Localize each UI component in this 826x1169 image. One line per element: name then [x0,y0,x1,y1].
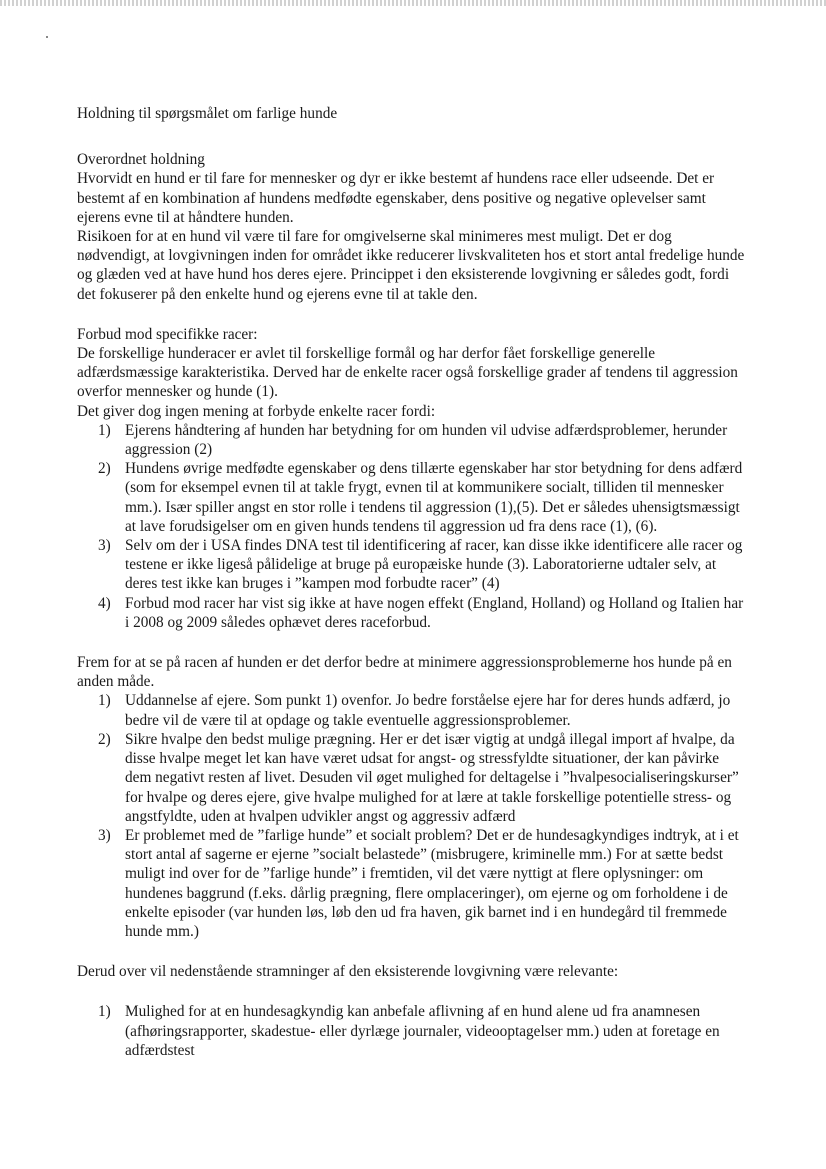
list-item-text: Forbud mod racer har vist sig ikke at have nogen effekt (England, Holland) og Holland og Italien har i 2008 og 2009 således ophævet deres raceforbud. [125,594,744,631]
list-item [77,826,747,941]
document-page [77,104,747,1060]
list-item-text: Ejerens håndtering af hunden har betydning for om hunden vil udvise adfærdsproblemer, herunder aggression (2) [125,421,728,459]
list-item-text: Uddannelse af ejere. Som punkt 1) ovenfor. Jo bedre forståelse ejere har for deres hunds adfærd, jo bedre vil de være til at opdage og takle eventuelle aggressionsproblemer. [125,692,731,729]
scan-edge-artifact [0,0,826,6]
list-item-text: Er problemet med de ”farlige hunde” et socialt problem? Det er de hundesagkyndiges indtryk, at i et stort antal af sagerne er ejerne ”socialt belastede” (misbrugere, kriminelle mm.) For at sætte bedst muligt ind over for de ”farlige hunde” i fremtiden, vil det være nyttigt at flere oplysninger: om hundenes baggrund (f.eks. dårlig prægning, flere omplaceringer), om ejerne og om forholdene i de enkelte episoder (var hunden løs, løb den ud fra haven, gik barnet ind i en hundegård til fremmede hunde mm.) [125,826,739,940]
list-item [77,691,747,729]
paragraph-alternativ-lead: Frem for at se på racen af hunden er det derfor bedre at minimere aggressionsproblemerne hos hunde på en anden måde. [77,654,732,691]
paragraph-forbud: De forskellige hunderacer er avlet til forskellige formål og har derfor fået forskellige generelle adfærdsmæssige karakteristika. Derved har de enkelte racer også forskellige grader af tendens til aggression overfor mennesker og hunde (1). [77,345,738,401]
list-number: 1) [98,421,111,439]
list-item [77,594,747,632]
list-forbud-reasons [77,421,747,632]
list-item-text: Mulighed for at en hundesagkyndig kan anbefale aflivning af en hund alene ud fra anamnesen (afhøringsrapporter, skadestue- eller dyrlæge journaler, videooptagelser mm.) uden at foretage en adfærdstest [125,1003,720,1059]
list-item [77,536,747,594]
list-number: 3) [98,537,111,555]
list-item-text: Sikre hvalpe den bedst mulige prægning. Her er det især vigtig at undgå illegal import af hvalpe, da disse hvalpe meget let kan have været udsat for angst- og stressfyldte situationer, der kan påvirke dem negativt resten af livet. Desuden vil øget mulighed for deltagelse i ”hvalpesocialiseringskurser” for hvalpe og deres ejere, give hvalpe mulighed for at lære at takle forskellige potentielle stress- og angstfyldte, uden at hvalpen udvikler angst og aggressiv adfærd [125,730,739,825]
list-item [77,459,747,536]
list-alternatives [77,691,747,941]
list-number: 4) [98,594,111,612]
list-item [77,730,747,826]
list-number: 2) [98,460,111,478]
list-item [77,421,747,459]
list-stramninger [77,1002,747,1060]
list-item-text: Hundens øvrige medfødte egenskaber og dens tillærte egenskaber har stor betydning for dens adfærd (som for eksempel evnen til at takle frygt, evnen til at kommunikere socialt, tilliden til mennesker mm.). Især spiller angst en stor rolle i tendens til aggression (1),(5). Det er således uhensigtsmæssigt at lave forudsigelser om en given hunds tendens til aggression ud fra dens race (1), (6). [125,460,743,535]
list-number: 3) [98,826,111,844]
list-number: 2) [98,730,111,748]
list-number: 1) [98,1003,111,1021]
section-heading-forbud: Forbud mod specifikke racer: [77,325,258,343]
scan-speck [46,36,48,38]
list-item-text: Selv om der i USA findes DNA test til identificering af racer, kan disse ikke identificere alle racer og testene er ikke ligeså pålidelige at bruge på europæiske hunde (3). Laboratorierne udtaler selv, at deres test ikke kan bruges i ”kampen mod forbudte racer” (4) [125,537,743,593]
list-item [77,1002,747,1060]
paragraph-forbud-lead: Det giver dog ingen mening at forbyde enkelte racer fordi: [77,402,436,420]
paragraph-stramninger-lead: Derud over vil nedenstående stramninger af den eksisterende lovgivning være relevante: [77,963,619,981]
list-number: 1) [98,692,111,710]
paragraph-overordnet-1: Hvorvidt en hund er til fare for mennesker og dyr er ikke bestemt af hundens race eller udseende. Det er bestemt af en kombination af hundens medfødte egenskaber, dens positive og negative oplevelser samt ejerens evne til at håndtere hunden. [77,170,715,226]
document-title: Holdning til spørgsmålet om farlige hunde [77,105,338,122]
section-heading-overordnet: Overordnet holdning [77,151,205,169]
paragraph-overordnet-2: Risikoen for at en hund vil være til fare for omgivelserne skal minimeres mest muligt. Det er dog nødvendigt, at lovgivningen inden for området ikke reducerer livskvaliteten hos et stort antal fredelige hunde og glæden ved at have hund hos deres ejere. Princippet i den eksisterende lovgivning er således godt, fordi det fokuserer på den enkelte hund og ejerens evne til at takle den. [77,228,745,303]
